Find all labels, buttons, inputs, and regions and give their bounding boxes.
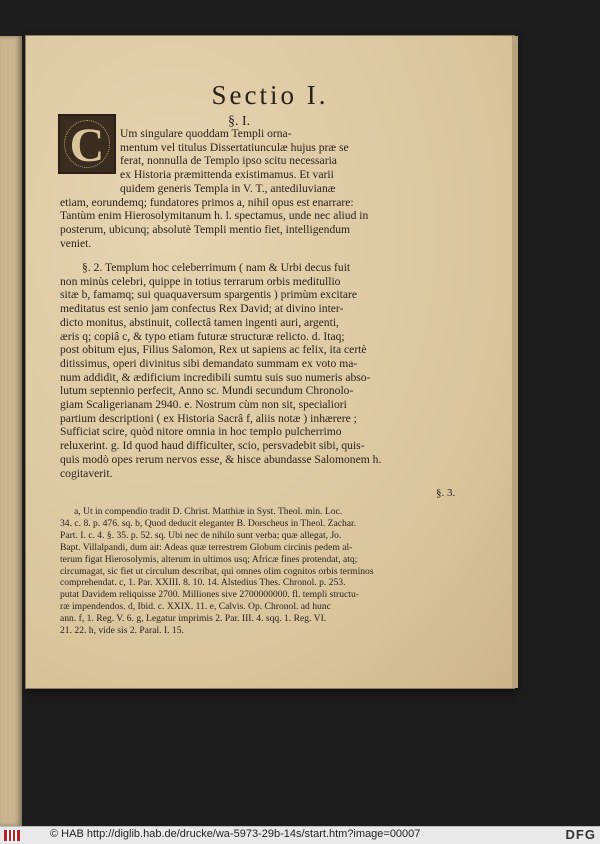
footnote-line: ann. f, 1. Reg. V. 6. g, Legatur imprimis 2. Par. III. 4. sqq. 1. Reg. VI. xyxy=(60,613,327,625)
page-edge xyxy=(512,36,518,688)
footnote-line: terum figat Hierosolymis, alterum in ultimos usq; Africæ fines protendat, atq; xyxy=(60,553,358,565)
text-line: quis modò opes rerum nervos esse, & hisce abundasse Salomonem h. xyxy=(60,452,382,466)
hab-logo-icon xyxy=(4,830,20,841)
dfg-logo: DFG xyxy=(565,827,596,842)
text-line: æris q; copiâ c, & typo etiam futuræ structuræ relicto. d. Itaq; xyxy=(60,329,345,343)
paragraph-1 xyxy=(60,127,490,250)
catchword: §. 3. xyxy=(436,487,456,499)
text-line: ex Historia præmittenda existimamus. Et varii xyxy=(120,168,334,182)
footnote-line: comprehendat. c, 1. Par. XXIII. 8. 10. 14. Alstedius Thes. Chronol. p. 253. xyxy=(60,577,346,589)
paragraph-2 xyxy=(60,261,490,480)
previous-page-edge xyxy=(0,36,22,826)
text-line: sitæ b, famamq; sui quaquaversum spargentis ) primùm excitare xyxy=(60,288,357,302)
text-line: dicto monitus, abstinuit, collectâ tamen ingenti auri, argenti, xyxy=(60,315,339,329)
text-line: §. 2. Templum hoc celeberrimum ( nam & Urbi decus fuit xyxy=(82,261,351,274)
footnote-line: 34. c. 8. p. 476. sq. b, Quod deducit eleganter B. Dorscheus in Theol. Zachar. xyxy=(60,517,357,529)
viewer-footer xyxy=(0,826,600,844)
scanned-page xyxy=(26,36,514,688)
text-line: meditatus est senio jam confectus Rex David; at divino inter- xyxy=(60,302,344,316)
text-line: cogitaverit. xyxy=(60,466,113,480)
text-line: partium descriptioni ( ex Historia Sacrâ f, aliis notæ ) inhærere ; xyxy=(60,411,357,425)
section-mark: §. I. xyxy=(228,114,251,129)
source-link[interactable]: © HAB http://diglib.hab.de/drucke/wa-5973-29b-14s/start.htm?image=00007 xyxy=(50,828,421,840)
text-line: veniet. xyxy=(60,236,92,250)
footnote-line: circumagat, sic fiet ut circulum describat, qui omnes olim cognitos orbis terminos xyxy=(60,565,374,577)
text-line: ditissimus, operi divinitus sibi demandato summam ex voto ma- xyxy=(60,356,358,370)
text-line: mentum vel titulus Dissertatiunculæ hujus præ se xyxy=(120,140,349,154)
text-line: Sufficiat scire, quòd nitore omnia in hoc templo pulcherrimo xyxy=(60,425,342,439)
section-heading: Sectio I. xyxy=(211,80,329,110)
text-line: posterum, ubicunq; absolutè Templi mentio fiet, intelligendum xyxy=(60,222,351,236)
text-line: quidem generis Templa in V. T., antediluvianæ xyxy=(120,181,336,195)
text-line: lutum septennio perfecit, Anno sc. Mundi secundum Chronolo- xyxy=(60,384,354,398)
text-line: ferat, nonnulla de Templo ipso scitu necessaria xyxy=(120,154,337,168)
decorated-initial-icon: C xyxy=(58,114,116,174)
footnote-line: Bapt. Villalpandi, dum ait: Adeas quæ terrestrem Globum circinis pedem al- xyxy=(60,541,353,553)
footnote-line: Part. I. c. 4. §. 35. p. 52. sq. Ubi nec de nihilo sunt verba; quæ allegat, Jo. xyxy=(60,529,342,541)
text-line: non minùs celebri, quippe in totius terrarum orbis meditullio xyxy=(60,274,341,288)
text-line: Tantùm enim Hierosolymitanum h. l. spectamus, unde nec aliud in xyxy=(60,209,369,223)
text-line: num addidit, & ædificium incredibili sumtu suis suo numeris abso- xyxy=(60,370,371,384)
footnotes xyxy=(60,506,492,637)
text-line: giam Scaligerianam 2940. e. Nostrum cùm non sit, specialiori xyxy=(60,398,347,412)
text-line: post obitum ejus, Filius Salomon, Rex ut sapiens ac felix, ita certè xyxy=(60,343,367,357)
text-line: reluxerint. g. Id quod haud difficulter, scio, persvadebit sibi, quis- xyxy=(60,439,365,453)
footnote-line: 21. 22. h, vide sis 2. Paral. I. 15. xyxy=(60,625,184,637)
text-line: etiam, eorundemq; fundatores primos a, nihil opus est enarrare: xyxy=(60,195,354,209)
footnote-line: a, Ut in compendio tradit D. Christ. Matthiæ in Syst. Theol. min. Loc. xyxy=(74,506,343,517)
text-line: Um singulare quoddam Templi orna- xyxy=(120,127,292,140)
footnote-line: putat Davidem reliquisse 2700. Milliones sive 2700000000. fl. templi structu- xyxy=(60,589,359,601)
footnote-line: ræ impendendos. d, Ibid. c. XXIX. 11. e, Calvis. Op. Chronol. ad hunc xyxy=(60,601,331,613)
